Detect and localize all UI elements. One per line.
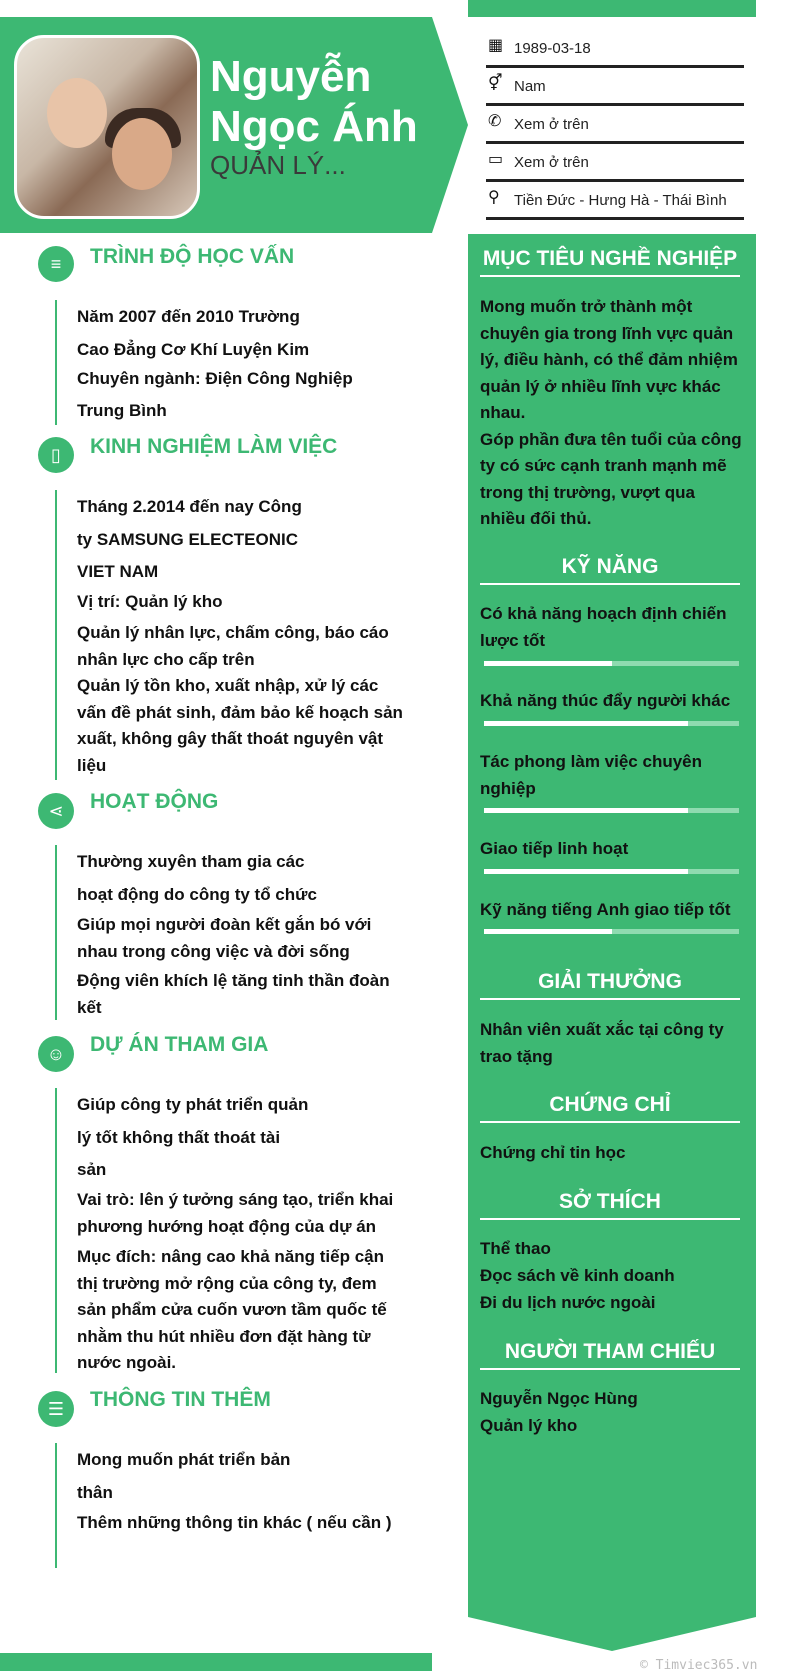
references-heading: NGƯỜI THAM CHIẾU: [480, 1340, 740, 1370]
education-line: Chuyên ngành: Điện Công Nghiệp: [77, 369, 353, 388]
skills-heading: KỸ NĂNG: [480, 555, 740, 585]
more-info-line: Mong muốn phát triển bản: [77, 1450, 291, 1469]
skill-bar: [484, 661, 739, 666]
skill-name: Tác phong làm việc chuyên nghiệp: [480, 752, 703, 798]
bottom-bar: [0, 1653, 432, 1671]
awards-heading: GIẢI THƯỞNG: [480, 970, 740, 1000]
phone-row: [486, 106, 744, 144]
skill-fill: [484, 929, 612, 934]
activities-line: hoạt động do công ty tổ chức: [77, 885, 317, 904]
skill-bar: [484, 808, 739, 813]
hobby-item: Thể thao: [480, 1239, 551, 1258]
education-line: Cao Đẳng Cơ Khí Luyện Kim: [77, 340, 310, 359]
projects-line: lý tốt không thất thoát tài: [77, 1128, 281, 1147]
experience-line: Quản lý nhân lực, chấm công, báo cáo nhân lực cho cấp trên: [77, 623, 389, 669]
hobby-item: Đọc sách về kinh doanh: [480, 1266, 675, 1285]
email-text: Xem ở trên: [514, 154, 589, 171]
objective-heading: MỤC TIÊU NGHỀ NGHIỆP: [480, 247, 740, 277]
projects-line: Vai trò: lên ý tưởng sáng tạo, triển khai phương hướng hoạt động của dự án: [77, 1190, 394, 1236]
education-line: Trung Bình: [77, 401, 167, 420]
notes-icon: ☰: [38, 1391, 74, 1427]
projects-line: Mục đích: nâng cao khả năng tiếp cận thị trường mở rộng của công ty, đem sản phẩm cửa cuốn vươn tầm quốc tế nhằm thu hút nhiều đơn đặt hàng từ nước ngoài.: [77, 1247, 387, 1372]
address-row: [486, 182, 744, 220]
hobbies-heading: SỞ THÍCH: [480, 1190, 740, 1220]
activities-line: Giúp mọi người đoàn kết gắn bó với nhau trong công việc và đời sống: [77, 915, 372, 961]
phone-text: Xem ở trên: [514, 116, 589, 133]
group-icon: ☺: [38, 1036, 74, 1072]
more-info-line: thân: [77, 1483, 113, 1502]
watermark: © Timviec365.vn: [640, 1658, 758, 1673]
activities-line: Thường xuyên tham gia các: [77, 852, 305, 871]
section-line: [55, 490, 57, 780]
reference-item: Nguyễn Ngọc Hùng: [480, 1389, 638, 1408]
skill-name: Kỹ năng tiếng Anh giao tiếp tốt: [480, 900, 731, 919]
skill-fill: [484, 869, 688, 874]
skill-name: Có khả năng hoạch định chiến lược tốt: [480, 604, 727, 650]
objective-text: Mong muốn trở thành một chuyên gia trong lĩnh vực quản lý, điều hành, có thể đảm nhiệm quản lý ở nhiều lĩnh vực khác nhau. Góp phần đưa tên tuổi của công ty có sức cạnh tranh mạnh mẽ trong thị trường, vượt qua nhiều đối thủ.: [480, 297, 742, 528]
experience-line: Vị trí: Quản lý kho: [77, 592, 223, 611]
birthday-text: 1989-03-18: [514, 40, 591, 57]
share-icon: ⋖: [38, 793, 74, 829]
phone-icon: ✆: [488, 113, 502, 130]
address-text: Tiền Đức - Hưng Hà - Thái Bình: [514, 192, 727, 209]
projects-line: Giúp công ty phát triển quản: [77, 1095, 309, 1114]
experience-line: Tháng 2.2014 đến nay Công: [77, 497, 302, 516]
certificates-heading: CHỨNG CHỈ: [480, 1093, 740, 1123]
skill-bar: [484, 869, 739, 874]
profile-photo: [14, 35, 200, 219]
more-info-line: Thêm những thông tin khác ( nếu cần ): [77, 1513, 392, 1532]
section-line: [55, 845, 57, 1020]
experience-heading: KINH NGHIỆM LÀM VIỆC: [90, 435, 338, 458]
experience-line: ty SAMSUNG ELECTEONIC: [77, 530, 299, 549]
reference-item: Quản lý kho: [480, 1416, 578, 1435]
photo-face: [47, 78, 107, 148]
location-pin-icon: ⚲: [488, 189, 500, 206]
email-row: [486, 144, 744, 182]
section-line: [55, 300, 57, 425]
section-line: [55, 1088, 57, 1373]
right-top-bar: [468, 0, 756, 17]
candidate-name: Nguyễn Ngọc Ánh: [210, 52, 418, 151]
skill-name: Giao tiếp linh hoạt: [480, 839, 629, 858]
activities-heading: HOẠT ĐỘNG: [90, 790, 219, 813]
education-icon: ≡: [38, 246, 74, 282]
experience-line: Quản lý tồn kho, xuất nhập, xử lý các vấn đề phát sinh, đảm bảo kế hoạch sản xuất, không gây thất thoát nguyên vật liệu: [77, 676, 403, 775]
certificates-text: Chứng chỉ tin học: [480, 1143, 626, 1162]
education-line: Năm 2007 đến 2010 Trường: [77, 307, 300, 326]
experience-line: VIET NAM: [77, 562, 159, 581]
right-column-chevron: [468, 1579, 756, 1651]
more-info-heading: THÔNG TIN THÊM: [90, 1388, 271, 1411]
awards-text: Nhân viên xuất xắc tại công ty trao tặng: [480, 1020, 724, 1066]
job-title: QUẢN LÝ...: [210, 150, 346, 180]
skill-fill: [484, 661, 612, 666]
education-heading: TRÌNH ĐỘ HỌC VẤN: [90, 245, 295, 268]
skill-fill: [484, 721, 688, 726]
photo-face: [112, 118, 172, 190]
projects-heading: DỰ ÁN THAM GIA: [90, 1033, 269, 1056]
section-line: [55, 1443, 57, 1568]
skill-fill: [484, 808, 688, 813]
hobby-item: Đi du lịch nước ngoài: [480, 1293, 656, 1312]
calendar-icon: ▦: [488, 37, 504, 54]
skill-bar: [484, 929, 739, 934]
skill-bar: [484, 721, 739, 726]
activities-line: Động viên khích lệ tăng tinh thần đoàn kết: [77, 971, 390, 1017]
email-icon: ▭: [488, 151, 504, 168]
gender-text: Nam: [514, 78, 546, 95]
briefcase-icon: ▯: [38, 437, 74, 473]
gender-row: [486, 68, 744, 106]
projects-line: sản: [77, 1160, 107, 1179]
birthday-row: [486, 30, 744, 68]
gender-icon: ⚥: [488, 75, 503, 92]
skill-name: Khả năng thúc đẩy người khác: [480, 691, 731, 710]
